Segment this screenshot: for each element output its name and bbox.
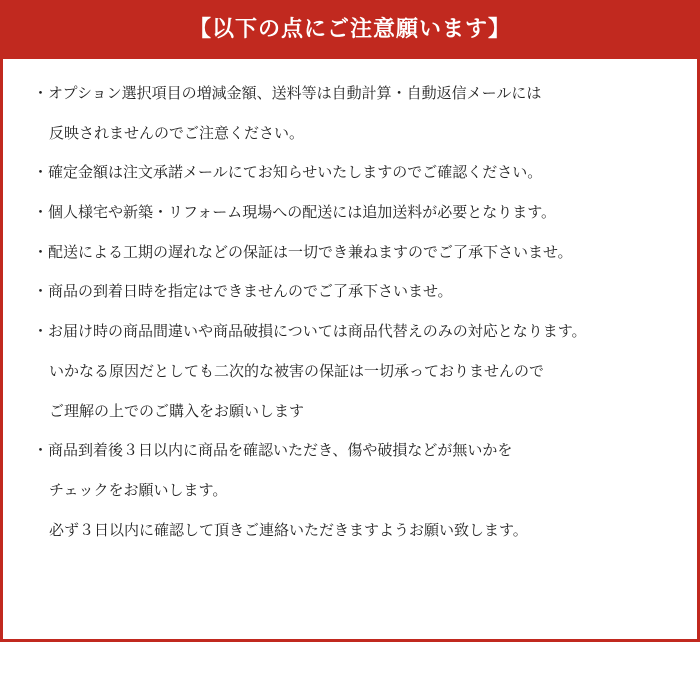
notice-line: ・お届け時の商品間違いや商品破損については商品代替えのみの対応となります。 [33, 322, 587, 341]
notice-line: ご理解の上でのご購入をお願いします [49, 401, 305, 420]
notice-line: いかなる原因だとしても二次的な被害の保証は一切承っておりませんので [49, 361, 545, 380]
notice-line: ・確定金額は注文承諾メールにてお知らせいたしますのでご確認ください。 [33, 163, 543, 182]
notice-line: ・商品到着後３日以内に商品を確認いただき、傷や破損などが無いかを [33, 441, 513, 460]
notice-line: 反映されませんのでご注意ください。 [49, 123, 305, 142]
notice-line: ・オプション選択項目の増減金額、送料等は自動計算・自動返信メールには [33, 84, 542, 102]
notice-line: チェックをお願いします。 [49, 480, 228, 499]
notice-title: 【以下の点にご注意願います】 [188, 16, 511, 42]
notice-body [33, 86, 673, 562]
notice-line: ・個人様宅や新築・リフォーム現場への配送には追加送料が必要となります。 [33, 203, 557, 222]
notice-line: 必ず３日以内に確認して頂きご連絡いただきますようお願い致します。 [49, 520, 528, 539]
notice-header [0, 0, 700, 59]
notice-line: ・商品の到着日時を指定はできませんのでご了承下さいませ。 [33, 282, 453, 301]
notice-line: ・配送による工期の遅れなどの保証は一切でき兼ねますのでご了承下さいませ。 [33, 242, 573, 261]
